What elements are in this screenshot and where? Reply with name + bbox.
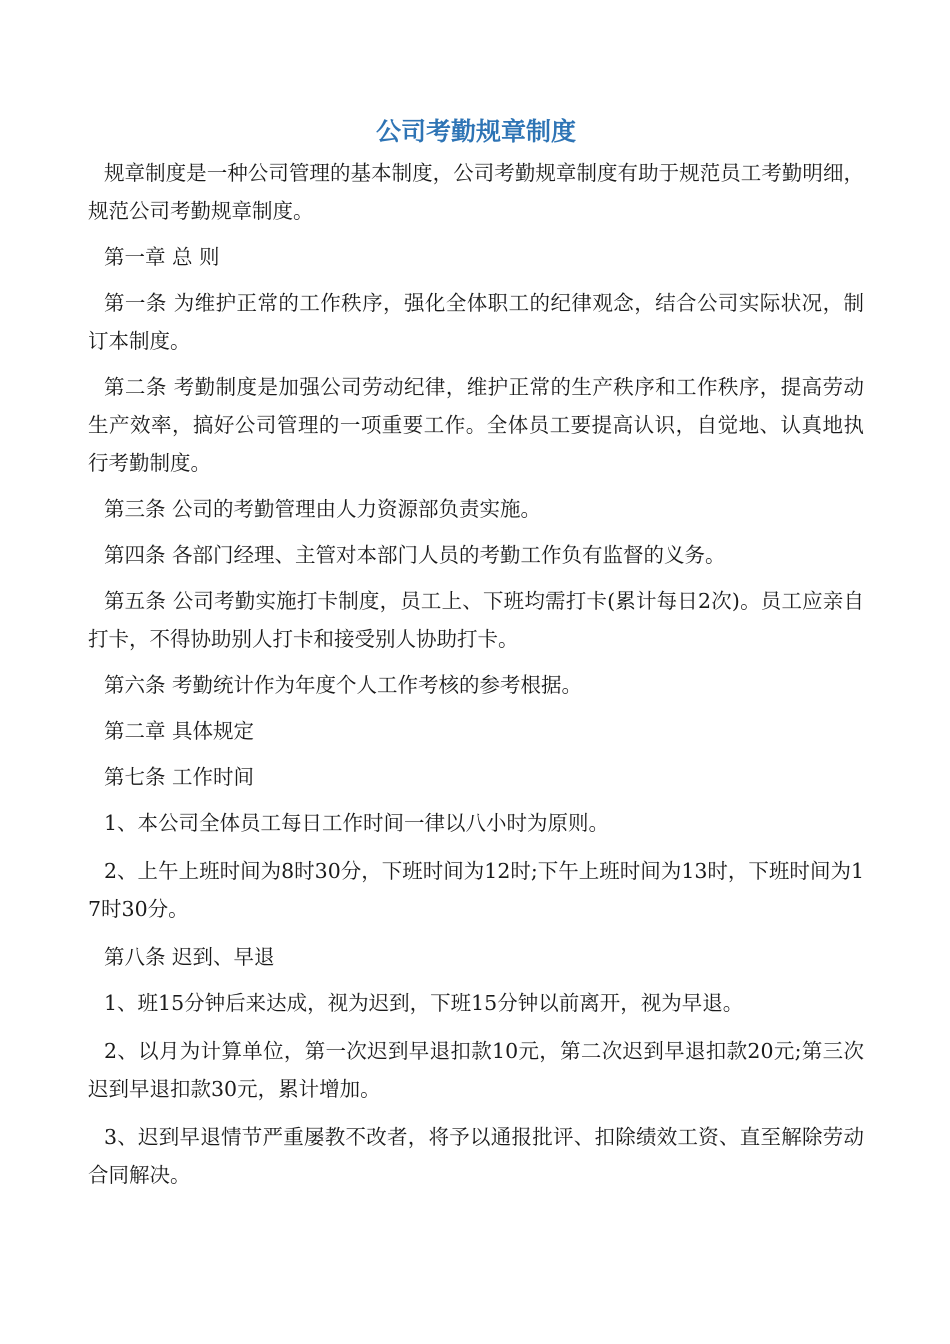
article-paragraph: 第六条 考勤统计作为年度个人工作考核的参考根据。 [104,673,583,697]
document-title: 公司考勤规章制度 [375,117,576,146]
article-paragraph: 第五条 公司考勤实施打卡制度，员工上、下班均需打卡(累计每日2次)。员工应亲自打卡，不得协助别人打卡和接受别人协助打卡。 [88,589,864,651]
chapter-heading: 第二章 具体规定 [104,719,255,743]
list-item: 2、以月为计算单位，第一次迟到早退扣款10元，第二次迟到早退扣款20元;第三次迟到早退扣款30元，累计增加。 [88,1039,864,1101]
intro-paragraph: 规章制度是一种公司管理的基本制度，公司考勤规章制度有助于规范员工考勤明细，规范公司考勤规章制度。 [88,161,864,223]
article-paragraph: 第四条 各部门经理、主管对本部门人员的考勤工作负有监督的义务。 [104,543,726,567]
article-paragraph: 第七条 工作时间 [104,765,255,789]
list-item: 3、迟到早退情节严重屡教不改者，将予以通报批评、扣除绩效工资、直至解除劳动合同解决。 [88,1125,864,1187]
article-paragraph: 第三条 公司的考勤管理由人力资源部负责实施。 [104,497,542,521]
article-paragraph: 第八条 迟到、早退 [104,945,275,969]
article-paragraph: 第一条 为维护正常的工作秩序，强化全体职工的纪律观念，结合公司实际状况，制订本制度。 [88,291,864,353]
document-page [88,112,864,1204]
article-paragraph: 第二条 考勤制度是加强公司劳动纪律，维护正常的生产秩序和工作秩序，提高劳动生产效率，搞好公司管理的一项重要工作。全体员工要提高认识，自觉地、认真地执行考勤制度。 [88,375,864,475]
list-item: 1、本公司全体员工每日工作时间一律以八小时为原则。 [104,811,610,835]
chapter-heading: 第一章 总 则 [104,245,220,269]
list-item: 2、上午上班时间为8时30分，下班时间为12时;下午上班时间为13时，下班时间为17时30分。 [88,859,864,921]
list-item: 1、班15分钟后来达成，视为迟到，下班15分钟以前离开，视为早退。 [104,991,744,1015]
